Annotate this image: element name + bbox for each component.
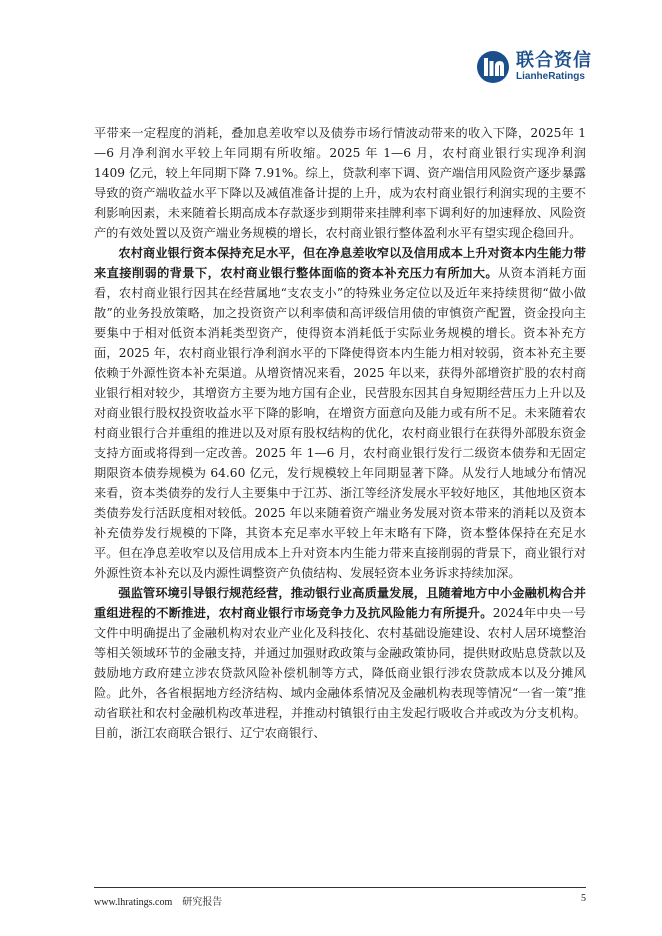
- footer-divider: [94, 887, 586, 888]
- lianhe-logo-icon: [476, 50, 510, 84]
- paragraph-lead: 农村商业银行资本保持充足水平，但在净息差收窄以及信用成本上升对资本内生能力带来直接削弱的背景下，农村商业银行整体面临的资本补充压力有所加大。: [94, 246, 586, 280]
- paragraph-text: 平带来一定程度的消耗，叠加息差收窄以及债券市场行情波动带来的收入下降，2025年 1—6 月净利润水平较上年同期有所收缩。2025 年 1—6 月，农村商业银行实现净利润 1409 亿元，较上年同期下降 7.91%。综上，贷款利率下调、资产端信用风险资产逐步暴露导致的资产端收益水平下降以及减值准备计提的上升，成为农村商业银行利润实现的主要不利影响因素，未来随着长期高成本存款逐步到期带来挂牌利率下调利好的加速释放、风险资产的有效处置以及资产端业务规模的增长，农村商业银行整体盈利水平有望实现企稳回升。: [94, 126, 586, 240]
- paragraph-regulation: [94, 583, 586, 743]
- brand-logo: [476, 50, 592, 84]
- logo-chinese-name: 联合资信: [516, 50, 592, 71]
- paragraph-lead: 强监管环境引导银行规范经营，推动银行业高质量发展，且随着地方中小金融机构合并重组进程的不断推进，农村商业银行市场竞争力及抗风险能力有所提升。: [94, 586, 586, 620]
- footer-website: www.lhratings.com: [94, 897, 173, 908]
- paragraph-text: 2024年中央一号文件中明确提出了金融机构对农业产业化及科技化、农村基础设施建设、农村人居环境整治等相关领域环节的金融支持，并通过加强财政政策与金融政策协同，提供财政贴息贷款以及鼓励地方政府建立涉农贷款风险补偿机制等方式，降低商业银行涉农贷款成本以及分摊风险。此外，各省根据地方经济结构、域内金融体系情况及金融机构表现等情况“一省一策”推动省联社和农村金融机构改革进程，并推动村镇银行由主发起行吸收合并或改为分支机构。目前，浙江农商联合银行、辽宁农商银行、: [94, 606, 586, 740]
- page-number: 5: [581, 893, 586, 904]
- report-body: [94, 123, 586, 743]
- paragraph-capital: [94, 243, 586, 583]
- paragraph-profit: [94, 123, 586, 243]
- logo-english-name: LianheRatings: [516, 71, 585, 82]
- footer-section: 研究报告: [182, 897, 223, 908]
- footer-info: [94, 893, 222, 908]
- paragraph-text: 从资本消耗方面看，农村商业银行因其在经营属地“支农支小”的特殊业务定位以及近年来持续贯彻“做小做散”的业务投放策略，加之投资资产以利率债和高评级信用债的审慎资产配置，资金投向主要集中于相对低资本消耗类型资产，使得资本消耗低于实际业务规模的增长。资本补充方面，2025 年，农村商业银行净利润水平的下降使得资本内生能力相对较弱，资本补充主要依赖于外源性资本补充渠道。从增资情况来看，2025 年以来，获得外部增资扩股的农村商业银行相对较少，其增资方主要为地方国有企业，民营股东因其自身短期经营压力上升以及对商业银行股权投资收益水平下降的影响，在增资方面意向及能力或有所不足。未来随着农村商业银行合并重组的推进以及对原有股权结构的优化，农村商业银行在获得外部股东资金支持方面或将得到一定改善。2025 年 1—6 月，农村商业银行发行二级资本债券和无固定期限资本债券规模为 64.60 亿元，发行规模较上年同期显著下降。从发行人地域分布情况来看，资本类债券的发行人主要集中于江苏、浙江等经济发展水平较好地区，其他地区资本类债券发行活跃度相对较低。2025 年以来随着资产端业务发展对资本带来的消耗以及资本补充债券发行规模的下降，其资本充足率水平较上年末略有下降，资本整体保持在充足水平。但在净息差收窄以及信用成本上升对资本内生能力带来直接削弱的背景下，商业银行对外源性资本补充以及内源性调整资产负债结构、发展轻资本业务诉求持续加深。: [94, 266, 587, 580]
